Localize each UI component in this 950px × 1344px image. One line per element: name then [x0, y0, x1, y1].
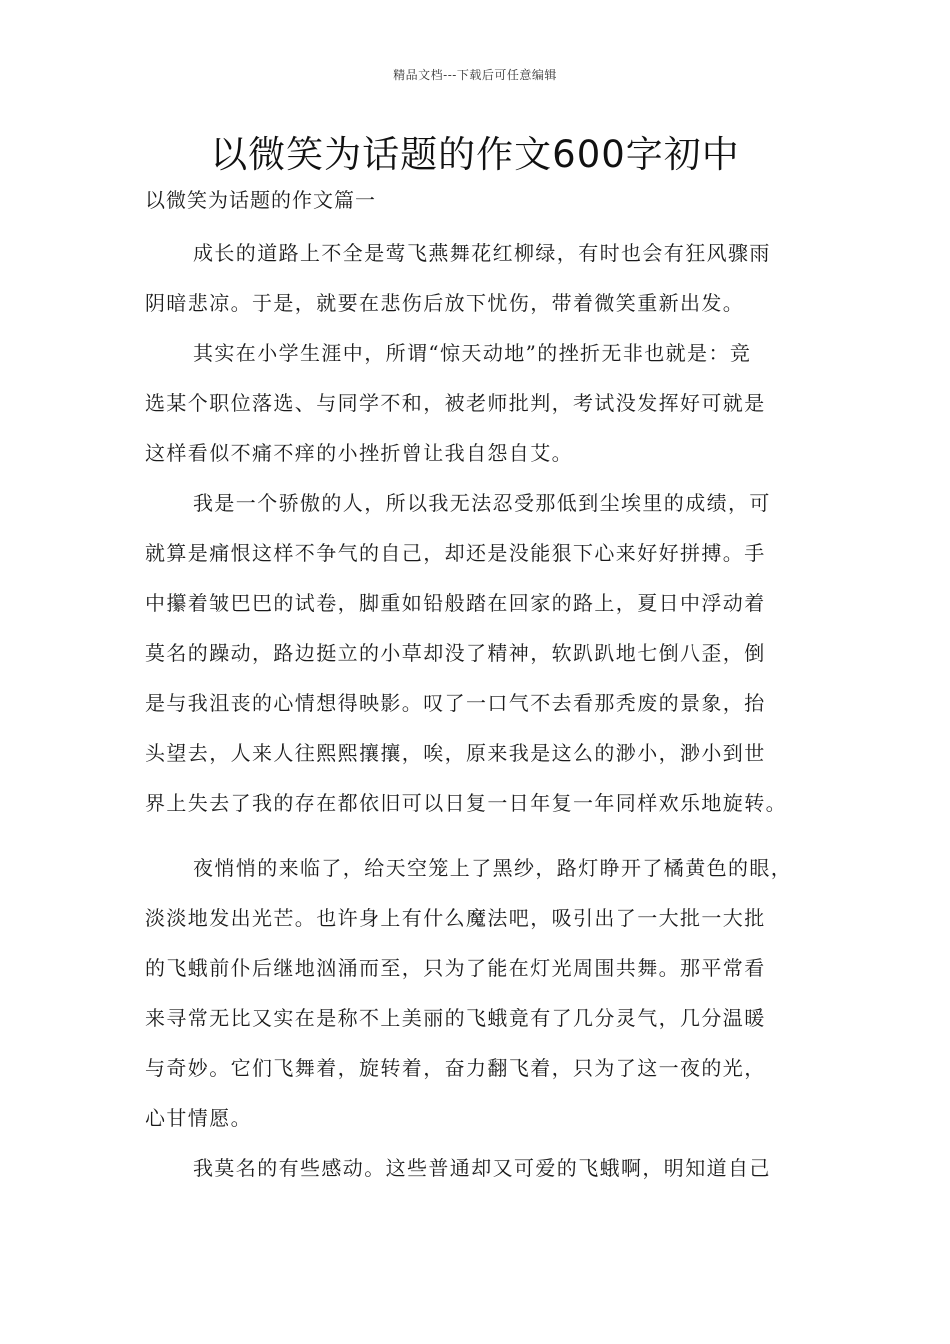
paragraph-line: 我莫名的有些感动。这些普通却又可爱的飞蛾啊，明知道自己 [193, 1156, 771, 1180]
paragraph-line: 头望去，人来人往熙熙攘攘，唉，原来我是这么的渺小，渺小到世 [145, 741, 766, 765]
document-title: 以微笑为话题的作文600字初中 [210, 133, 740, 176]
paragraph-line: 选某个职位落选、与同学不和，被老师批判，考试没发挥好可就是 [145, 391, 766, 415]
paragraph [145, 843, 813, 1143]
paragraph [145, 328, 813, 478]
header-note: 精品文档---下载后可任意编辑 [393, 68, 557, 82]
paragraph-line: 阴暗悲凉。于是，就要在悲伤后放下忧伤，带着微笑重新出发。 [145, 291, 745, 315]
paragraph-line: 的飞蛾前仆后继地汹涌而至，只为了能在灯光周围共舞。那平常看 [145, 956, 766, 980]
paragraph [145, 228, 813, 328]
paragraph [145, 1143, 813, 1193]
paragraph [145, 478, 813, 828]
paragraph-line: 界上失去了我的存在都依旧可以日复一日年复一年同样欢乐地旋转。 [145, 791, 787, 815]
paragraph-line: 心甘情愿。 [145, 1106, 252, 1130]
body-text-block-2 [145, 843, 813, 1193]
paragraph-line: 与奇妙。它们飞舞着，旋转着，奋力翻飞着，只为了这一夜的光， [145, 1056, 766, 1080]
paragraph-line: 夜悄悄的来临了，给天空笼上了黑纱，路灯睁开了橘黄色的眼， [193, 856, 793, 880]
paragraph-line: 中攥着皱巴巴的试卷，脚重如铅般踏在回家的路上，夏日中浮动着 [145, 591, 766, 615]
paragraph-line: 这样看似不痛不痒的小挫折曾让我自怨自艾。 [145, 441, 573, 465]
paragraph-line: 莫名的躁动，路边挺立的小草却没了精神，软趴趴地七倒八歪，倒 [145, 641, 766, 665]
paragraph-line: 是与我沮丧的心情想得映影。叹了一口气不去看那秃废的景象，抬 [145, 691, 766, 715]
paragraph-line: 来寻常无比又实在是称不上美丽的飞蛾竟有了几分灵气，几分温暖 [145, 1006, 766, 1030]
paragraph-line: 淡淡地发出光芒。也许身上有什么魔法吧，吸引出了一大批一大批 [145, 906, 766, 930]
paragraph-line: 就算是痛恨这样不争气的自己，却还是没能狠下心来好好拼搏。手 [145, 541, 766, 565]
body-text-block-1 [145, 228, 813, 828]
paragraph-line: 成长的道路上不全是莺飞燕舞花红柳绿，有时也会有狂风骤雨 [193, 241, 771, 265]
paragraph-line: 我是一个骄傲的人，所以我无法忍受那低到尘埃里的成绩，可 [193, 491, 771, 515]
section-heading: 以微笑为话题的作文篇一 [145, 188, 376, 212]
paragraph-line: 其实在小学生涯中，所谓“惊天动地”的挫折无非也就是：竞 [193, 341, 752, 365]
